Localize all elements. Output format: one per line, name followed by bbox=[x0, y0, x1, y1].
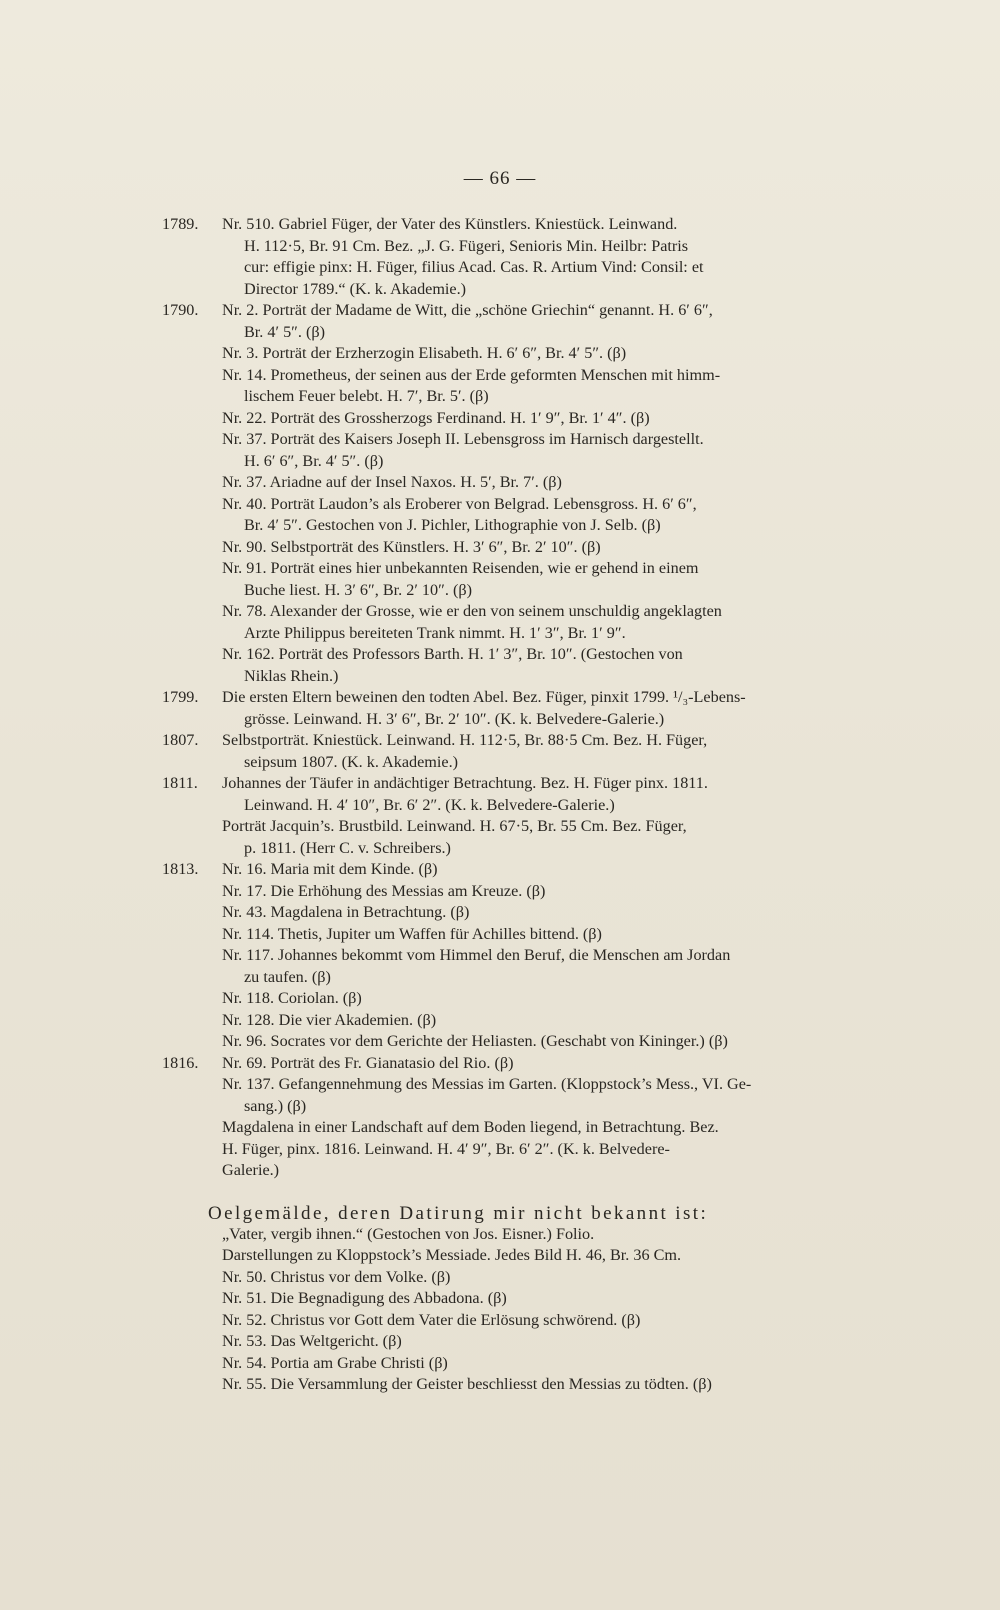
entry-text: Nr. 50. Christus vor dem Volke. (β) bbox=[222, 1267, 451, 1286]
entry-text: Nr. 51. Die Begnadigung des Abbadona. (β) bbox=[222, 1289, 507, 1307]
catalogue-line bbox=[0, 1160, 1000, 1182]
catalogue-line bbox=[0, 773, 1000, 795]
catalogue-line bbox=[0, 1096, 1000, 1118]
catalogue-line bbox=[0, 666, 1000, 688]
entry-text: Nr. 53. Das Weltgericht. (β) bbox=[222, 1332, 402, 1350]
catalogue-line bbox=[0, 967, 1000, 989]
entry-text: Nr. 40. Porträt Laudon’s als Eroberer von Belgrad. Lebensgross. H. 6′ 6″, bbox=[222, 494, 697, 513]
entry-text: Nr. 17. Die Erhöhung des Messias am Kreuze. (β) bbox=[222, 881, 546, 900]
entry-text: Br. 4′ 5″. (β) bbox=[244, 322, 326, 341]
entry-text: Galerie.) bbox=[222, 1161, 280, 1179]
catalogue-line bbox=[0, 1331, 1000, 1353]
catalogue-line bbox=[0, 816, 1000, 838]
catalogue-line bbox=[0, 279, 1000, 301]
entry-text: Nr. 43. Magdalena in Betrachtung. (β) bbox=[222, 903, 470, 921]
section-heading bbox=[0, 1194, 1000, 1224]
entry-text: Nr. 510. Gabriel Füger, der Vater des Künstlers. Kniestück. Leinwand. bbox=[222, 215, 678, 233]
entry-text: Nr. 54. Portia am Grabe Christi (β) bbox=[222, 1353, 448, 1372]
entry-text: Nr. 118. Coriolan. (β) bbox=[222, 989, 362, 1007]
entry-text: H. 112·5, Br. 91 Cm. Bez. „J. G. Fügeri, Senioris Min. Heilbr: Patris bbox=[244, 236, 689, 255]
catalogue-line bbox=[0, 408, 1000, 430]
catalogue-line bbox=[0, 386, 1000, 408]
catalogue-line bbox=[0, 1053, 1000, 1075]
catalogue-line bbox=[0, 515, 1000, 537]
entry-text: Selbstporträt. Kniestück. Leinwand. H. 112·5, Br. 88·5 Cm. Bez. H. Füger, bbox=[222, 731, 708, 749]
entry-text: Nr. 78. Alexander der Grosse, wie er den von seinem unschuldig angeklagten bbox=[222, 602, 722, 620]
section-gap bbox=[0, 1182, 1000, 1194]
catalogue-line bbox=[0, 236, 1000, 258]
catalogue-line bbox=[0, 1245, 1000, 1267]
catalogue-line bbox=[0, 1267, 1000, 1289]
entry-text: Darstellungen zu Kloppstock’s Messiade. Jedes Bild H. 46, Br. 36 Cm. bbox=[222, 1246, 682, 1264]
entry-year: 1807. bbox=[162, 731, 199, 749]
catalogue-line bbox=[0, 1074, 1000, 1096]
entry-text: Nr. 55. Die Versammlung der Geister beschliesst den Messias zu tödten. (β) bbox=[222, 1375, 712, 1393]
entry-text: grösse. Leinwand. H. 3′ 6″, Br. 2′ 10″. (K. k. Belvedere-Galerie.) bbox=[244, 709, 665, 728]
catalogue-line bbox=[0, 924, 1000, 946]
catalogue-line bbox=[0, 988, 1000, 1010]
catalogue-line bbox=[0, 472, 1000, 494]
catalogue-line bbox=[0, 1353, 1000, 1375]
catalogue-line bbox=[0, 537, 1000, 559]
catalogue-line bbox=[0, 644, 1000, 666]
catalogue-line bbox=[0, 1224, 1000, 1246]
entry-text: Nr. 91. Porträt eines hier unbekannten Reisenden, wie er gehend in einem bbox=[222, 559, 699, 577]
entry-text: sang.) (β) bbox=[244, 1096, 307, 1115]
catalogue-line bbox=[0, 300, 1000, 322]
entry-text: Die ersten Eltern beweinen den todten Abel. Bez. Füger, pinxit 1799. ¹/₃-Lebens- bbox=[222, 688, 746, 706]
entry-text: Nr. 162. Porträt des Professors Barth. H. 1′ 3″, Br. 10″. (Gestochen von bbox=[222, 645, 683, 663]
catalogue-line bbox=[0, 429, 1000, 451]
catalogue-line bbox=[0, 709, 1000, 731]
catalogue-line bbox=[0, 795, 1000, 817]
entry-text: Nr. 14. Prometheus, der seinen aus der Erde geformten Menschen mit himm- bbox=[222, 365, 721, 384]
entry-text: Nr. 37. Ariadne auf der Insel Naxos. H. 5′, Br. 7′. (β) bbox=[222, 473, 562, 491]
catalogue-line bbox=[0, 859, 1000, 881]
entry-text: Niklas Rhein.) bbox=[244, 666, 339, 685]
entry-text: Oelgemälde, deren Datirung mir nicht bekannt ist: bbox=[208, 1202, 709, 1224]
entry-text: Br. 4′ 5″. Gestochen von J. Pichler, Lithographie von J. Selb. (β) bbox=[244, 516, 661, 534]
catalogue-line bbox=[0, 601, 1000, 623]
catalogue-line bbox=[0, 580, 1000, 602]
catalogue-line bbox=[0, 838, 1000, 860]
catalogue-line bbox=[0, 881, 1000, 903]
catalogue-line bbox=[0, 322, 1000, 344]
catalogue-line bbox=[0, 451, 1000, 473]
entry-text: lischem Feuer belebt. H. 7′, Br. 5′. (β) bbox=[244, 387, 489, 405]
entry-year: 1816. bbox=[162, 1053, 199, 1072]
catalogue-line bbox=[0, 365, 1000, 387]
entry-text: Nr. 90. Selbstporträt des Künstlers. H. 3′ 6″, Br. 2′ 10″. (β) bbox=[222, 537, 601, 556]
entry-text: Nr. 3. Porträt der Erzherzogin Elisabeth. H. 6′ 6″, Br. 4′ 5″. (β) bbox=[222, 344, 627, 362]
catalogue-line bbox=[0, 1139, 1000, 1161]
entry-text: Nr. 37. Porträt des Kaisers Joseph II. Lebensgross im Harnisch dargestellt. bbox=[222, 430, 704, 448]
entry-text: p. 1811. (Herr C. v. Schreibers.) bbox=[244, 838, 451, 857]
entry-text: H. Füger, pinx. 1816. Leinwand. H. 4′ 9″, Br. 6′ 2″. (K. k. Belvedere- bbox=[222, 1139, 670, 1158]
catalogue-line bbox=[0, 1117, 1000, 1139]
catalogue-line bbox=[0, 214, 1000, 236]
catalogue-line bbox=[0, 902, 1000, 924]
entry-text: Nr. 16. Maria mit dem Kinde. (β) bbox=[222, 860, 438, 878]
entry-text: Arzte Philippus bereiteten Trank nimmt. H. 1′ 3″, Br. 1′ 9″. bbox=[244, 623, 626, 642]
catalogue-line bbox=[0, 945, 1000, 967]
page-number: — 66 — bbox=[463, 168, 537, 189]
catalogue-line bbox=[0, 494, 1000, 516]
entry-text: Porträt Jacquin’s. Brustbild. Leinwand. H. 67·5, Br. 55 Cm. Bez. Füger, bbox=[222, 817, 687, 835]
entry-text: Nr. 2. Porträt der Madame de Witt, die „schöne Griechin“ genannt. H. 6′ 6″, bbox=[222, 301, 713, 319]
entry-text: Nr. 128. Die vier Akademien. (β) bbox=[222, 1010, 437, 1029]
entry-text: H. 6′ 6″, Br. 4′ 5″. (β) bbox=[244, 451, 384, 470]
catalogue-line bbox=[0, 752, 1000, 774]
catalogue-line bbox=[0, 687, 1000, 709]
catalogue-line bbox=[0, 1288, 1000, 1310]
entry-text: zu taufen. (β) bbox=[244, 967, 331, 986]
entry-year: 1811. bbox=[162, 774, 198, 792]
entry-text: seipsum 1807. (K. k. Akademie.) bbox=[244, 752, 459, 771]
entry-text: Leinwand. H. 4′ 10″, Br. 6′ 2″. (K. k. Belvedere-Galerie.) bbox=[244, 795, 615, 814]
entry-text: Magdalena in einer Landschaft auf dem Boden liegend, in Betrachtung. Bez. bbox=[222, 1118, 719, 1136]
catalogue-line bbox=[0, 558, 1000, 580]
catalogue-line bbox=[0, 257, 1000, 279]
entry-year: 1789. bbox=[162, 215, 199, 233]
entry-year: 1799. bbox=[162, 688, 199, 706]
entry-text: „Vater, vergib ihnen.“ (Gestochen von Jos. Eisner.) Folio. bbox=[222, 1224, 595, 1243]
entry-text: Johannes der Täufer in andächtiger Betrachtung. Bez. H. Füger pinx. 1811. bbox=[222, 774, 708, 792]
entry-text: Nr. 52. Christus vor Gott dem Vater die Erlösung schwörend. (β) bbox=[222, 1310, 641, 1329]
catalogue-text bbox=[0, 214, 1000, 1396]
entry-text: Director 1789.“ (K. k. Akademie.) bbox=[244, 279, 467, 298]
entry-year: 1813. bbox=[162, 860, 199, 878]
entry-text: cur: effigie pinx: H. Füger, filius Acad. Cas. R. Artium Vind: Consil: et bbox=[244, 258, 704, 276]
catalogue-line bbox=[0, 1310, 1000, 1332]
catalogue-line bbox=[0, 1010, 1000, 1032]
entry-text: Nr. 117. Johannes bekommt vom Himmel den Beruf, die Menschen am Jordan bbox=[222, 946, 731, 964]
entry-text: Nr. 137. Gefangennehmung des Messias im Garten. (Kloppstock’s Mess., VI. Ge- bbox=[222, 1075, 752, 1093]
catalogue-line bbox=[0, 1031, 1000, 1053]
entry-text: Nr. 69. Porträt des Fr. Gianatasio del Rio. (β) bbox=[222, 1053, 514, 1072]
catalogue-line bbox=[0, 1374, 1000, 1396]
entry-text: Buche liest. H. 3′ 6″, Br. 2′ 10″. (β) bbox=[244, 580, 472, 599]
catalogue-line bbox=[0, 623, 1000, 645]
catalogue-line bbox=[0, 343, 1000, 365]
entry-year: 1790. bbox=[162, 301, 199, 319]
entry-text: Nr. 114. Thetis, Jupiter um Waffen für Achilles bittend. (β) bbox=[222, 924, 602, 943]
entry-text: Nr. 96. Socrates vor dem Gerichte der Heliasten. (Geschabt von Kininger.) (β) bbox=[222, 1032, 728, 1050]
catalogue-line bbox=[0, 730, 1000, 752]
entry-text: Nr. 22. Porträt des Grossherzogs Ferdinand. H. 1′ 9″, Br. 1′ 4″. (β) bbox=[222, 408, 650, 427]
